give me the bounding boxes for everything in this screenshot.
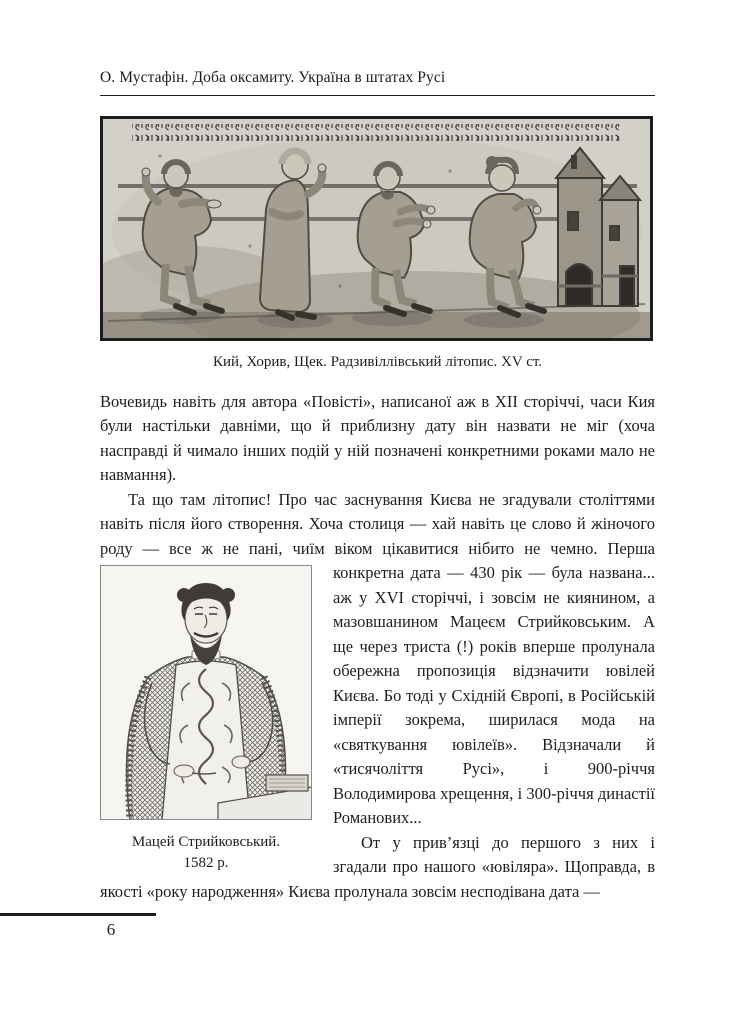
portrait-illustration <box>100 565 312 820</box>
chronicle-figure <box>100 116 655 341</box>
paragraph-1: Вочевидь навіть для автора «Повісті», написаної аж в XII сторіччі, часи Кия були настільки давніми, що й приблизну дату він назвати не міг (хоча насправді й чимало інших подій у ній позначені конкретними роками мало не навмання). <box>100 391 655 485</box>
portrait-figure <box>100 565 312 874</box>
portrait-caption: Мацей Стрийковський. 1582 р. <box>131 834 281 872</box>
paragraph-3: От у прив’язці до першого з них і згадали про нашого «ювіляра». Щоправда, в якості «року народження» Києва пролунала зовсім несподівана дата — <box>100 832 655 901</box>
article-body <box>100 390 655 905</box>
chronicle-illustration <box>100 116 653 341</box>
page-content <box>100 0 655 904</box>
chronicle-caption: Кий, Хорив, Щек. Радзивіллівський літопис. XV ст. <box>212 353 543 370</box>
running-header: О. Мустафін. Доба оксамиту. Україна в штатах Русі <box>100 0 655 96</box>
manuscript-script-line <box>132 124 620 141</box>
footer-rule <box>0 913 156 916</box>
page-number: 6 <box>106 920 116 939</box>
paragraph-2: Та що там літопис! Про час заснування Києва не згадували століттями навіть після його створення. Хоча столиця — хай навіть це слово й жіночого роду — все ж не пані, чиїм віком цікавитися нібито не чемно. Перша конкретна дата — 430 рік — була названа... Мацей Стрийковський. 1582 р. аж у XVI сторіччі, і зовсім не киянином, а мазовшанином Мацеєм Стрийковським. А ще через триста (!) років вперше пролунала обережна пропозиція відзначити ювілей Києва. Бо тоді у Східній Європі, в Російській імперії зокрема, ширилася мода на «святкування ювілеїв». Відзначали й «тисячоліття Русі», і 900-річчя Володимирова хрещення, і 300-річчя династії Романових... <box>100 488 655 831</box>
